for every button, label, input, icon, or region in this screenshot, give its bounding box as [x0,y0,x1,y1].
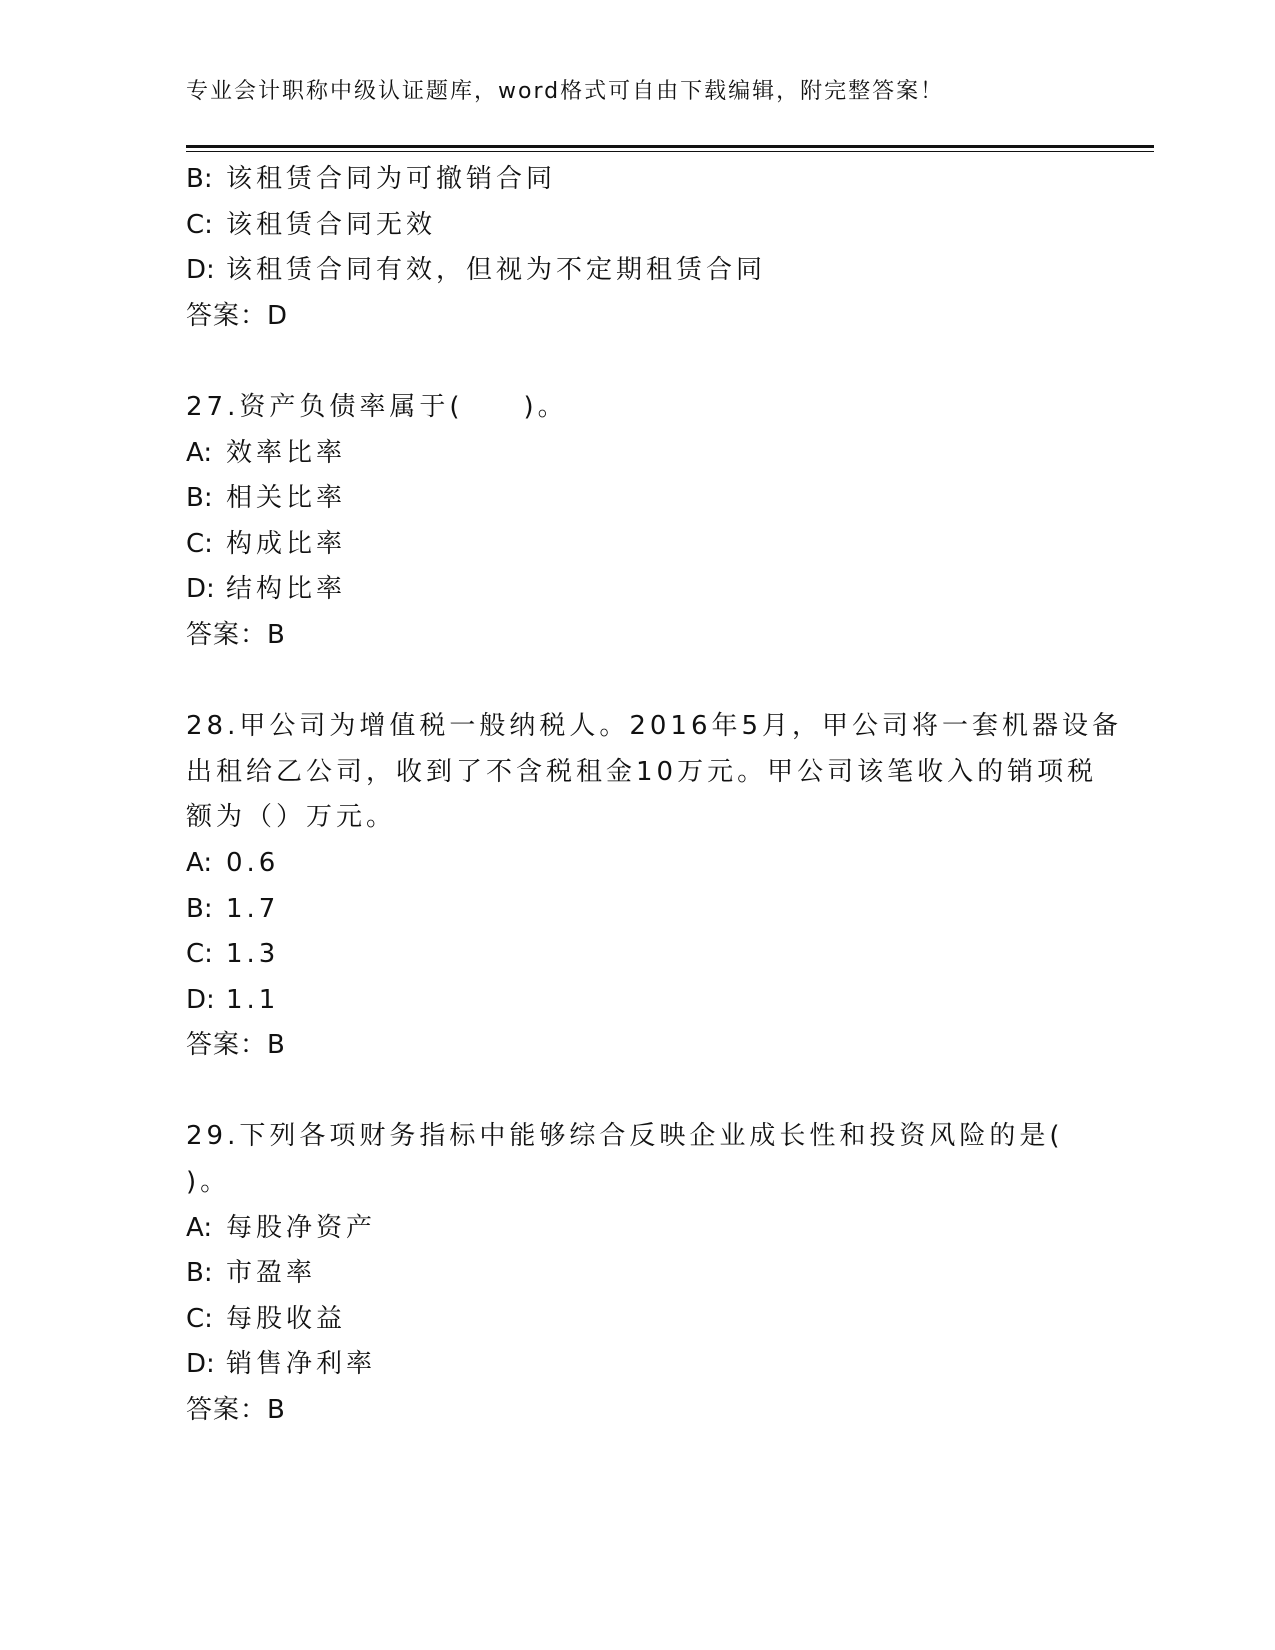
question-stem-line-1: 28.甲公司为增值税一般纳税人。2016年5月，甲公司将一套机器设备 [186,711,1123,742]
option-c: C: 每股收益 [186,1303,347,1334]
option-c: C: 该租赁合同无效 [186,209,437,240]
option-d: D: 1.1 [186,984,280,1015]
option-b: B: 市盈率 [186,1258,317,1289]
answer: 答案：B [186,619,286,650]
option-a: A: 效率比率 [186,437,347,468]
document-body [186,157,1123,1434]
answer: 答案：B [186,1030,286,1061]
question-28 [186,704,1123,1069]
answer: 答案：D [186,300,289,331]
question-stem-line-2: )。 [186,1167,231,1198]
option-d: D: 该租赁合同有效，但视为不定期租赁合同 [186,255,767,286]
header-rule-thick [186,145,1154,148]
option-c: C: 构成比率 [186,528,347,559]
spacer [186,1069,1086,1115]
option-d: D: 结构比率 [186,574,347,605]
question-stem-line-1: 29.下列各项财务指标中能够综合反映企业成长性和投资风险的是( [186,1121,1064,1152]
option-a: A: 0.6 [186,847,280,878]
option-c: C: 1.3 [186,939,280,970]
option-b: B: 1.7 [186,893,280,924]
option-b: B: 相关比率 [186,483,347,514]
option-a: A: 每股净资产 [186,1212,377,1243]
question-27 [186,385,1086,659]
question-29 [186,1114,1086,1433]
option-b: B: 该租赁合同为可撤销合同 [186,164,557,194]
header-rule-thin [186,151,1154,152]
page-header: 专业会计职称中级认证题库，word格式可自由下载编辑，附完整答案！ [186,79,945,104]
question-stem: 27.资产负债率属于( )。 [186,391,568,422]
question-stem-line-3: 额为（）万元。 [186,802,397,833]
question-26-tail [186,157,1086,339]
option-d: D: 销售净利率 [186,1349,377,1380]
spacer [186,339,1086,385]
spacer [186,659,1086,705]
question-stem-line-2: 出租给乙公司，收到了不含税租金10万元。甲公司该笔收入的销项税 [186,756,1098,787]
answer: 答案：B [186,1395,286,1426]
